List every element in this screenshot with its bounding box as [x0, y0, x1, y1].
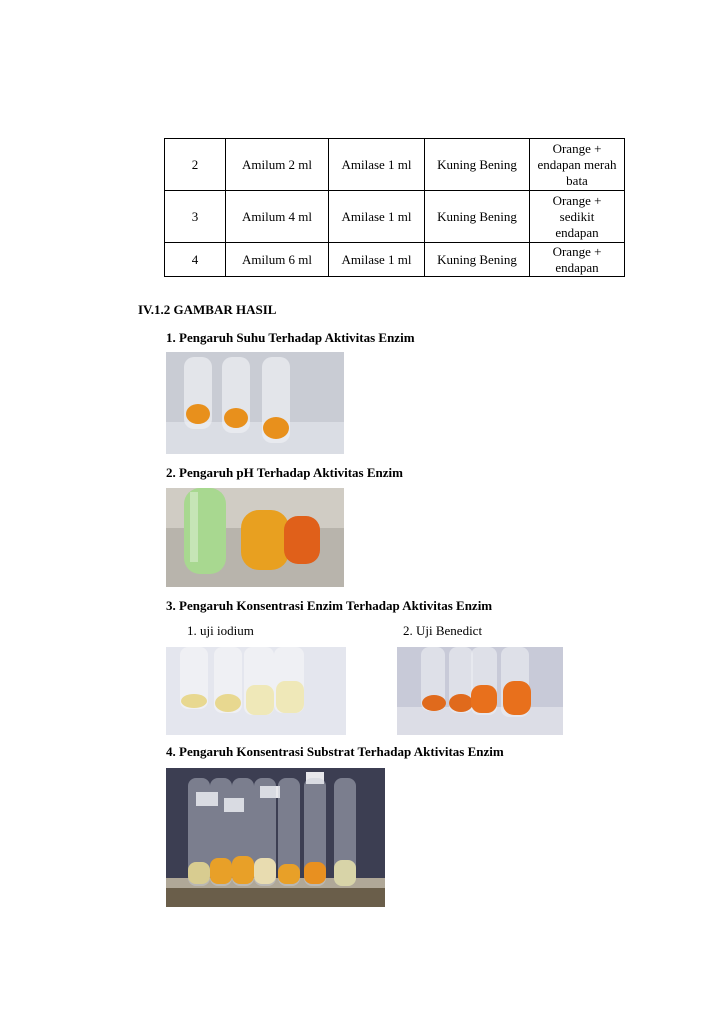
item-title-ph: 2. Pengaruh pH Terhadap Aktivitas Enzim [166, 465, 403, 480]
table-row [165, 243, 625, 277]
amilum-cell: Amilum 4 ml [226, 191, 329, 243]
benedict-result-cell [530, 139, 625, 191]
item-title-enzyme-concentration: 3. Pengaruh Konsentrasi Enzim Terhadap Aktivitas Enzim [166, 598, 493, 613]
table-row [165, 139, 625, 191]
result-line: endapan [555, 224, 599, 240]
result-line: bata [566, 172, 588, 188]
result-line: sedikit [559, 208, 595, 224]
section-heading: IV.1.2 GAMBAR HASIL [138, 302, 277, 317]
amilase-cell: Amilase 1 ml [329, 191, 425, 243]
amilase-cell: Amilase 1 ml [329, 243, 425, 277]
item-title-substrate-concentration: 4. Pengaruh Konsentrasi Substrat Terhadap Aktivitas Enzim [166, 744, 504, 759]
result-line: Orange + [552, 140, 602, 156]
iodium-result-cell: Kuning Bening [425, 139, 530, 191]
benedict-result-cell [530, 191, 625, 243]
row-number: 2 [165, 139, 226, 191]
amilase-cell: Amilase 1 ml [329, 139, 425, 191]
row-number: 4 [165, 243, 226, 277]
sub-caption-benedict: 2. Uji Benedict [403, 623, 483, 638]
row-number: 3 [165, 191, 226, 243]
temperature-photo [166, 352, 344, 454]
iodium-test-photo [166, 647, 346, 735]
result-line: endapan [555, 259, 599, 275]
ph-photo [166, 488, 344, 587]
table-row [165, 191, 625, 243]
amilum-cell: Amilum 6 ml [226, 243, 329, 277]
iodium-result-cell: Kuning Bening [425, 191, 530, 243]
result-line: endapan merah [537, 156, 617, 172]
benedict-test-photo [397, 647, 563, 735]
substrate-photo [166, 768, 385, 907]
amilum-cell: Amilum 2 ml [226, 139, 329, 191]
item-title-temperature: 1. Pengaruh Suhu Terhadap Aktivitas Enzim [166, 330, 415, 345]
benedict-result-cell [530, 243, 625, 277]
result-line: Orange + [552, 243, 602, 259]
iodium-result-cell: Kuning Bening [425, 243, 530, 277]
result-line: Orange + [552, 192, 602, 208]
results-table [164, 138, 625, 277]
sub-caption-iodium: 1. uji iodium [187, 623, 254, 638]
